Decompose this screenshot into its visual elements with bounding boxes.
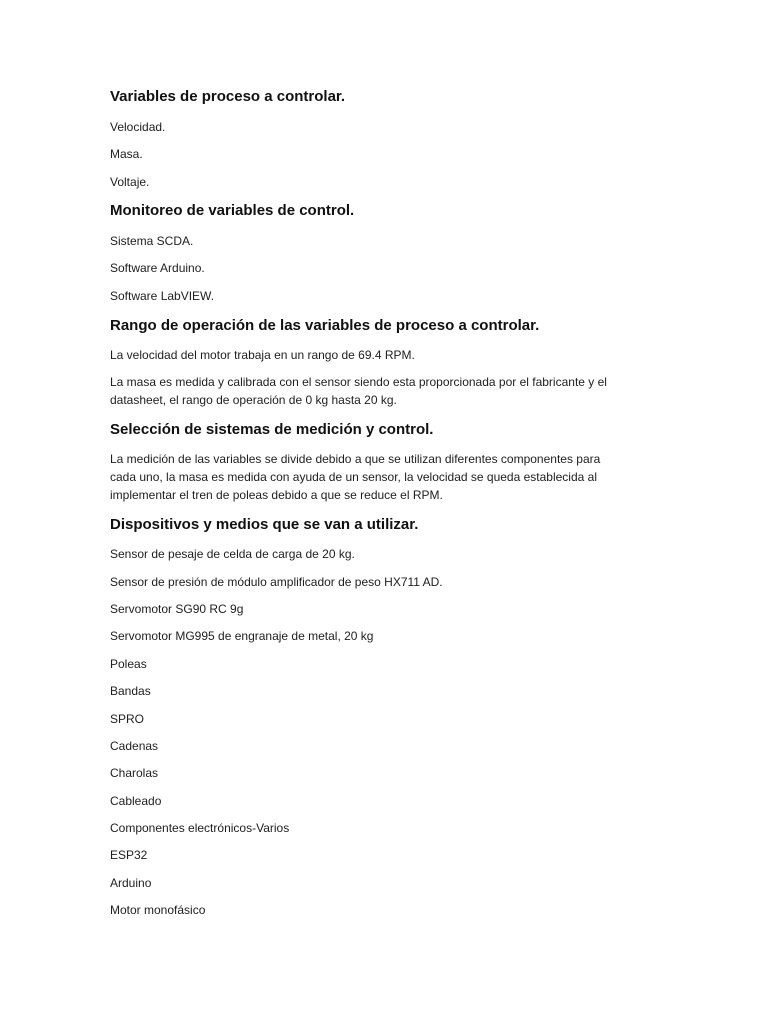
paragraph-masa	[110, 373, 650, 409]
list-item: ESP32	[110, 848, 148, 862]
list-item: Componentes electrónicos-Varios	[110, 821, 290, 835]
paragraph-line: implementar el tren de poleas debido a que se reduce el RPM.	[110, 488, 443, 502]
paragraph-line: datasheet, el rango de operación de 0 kg hasta 20 kg.	[110, 393, 397, 407]
list-item: SPRO	[110, 712, 145, 726]
paragraph-line: La medición de las variables se divide debido a que se utilizan diferentes componentes para	[110, 452, 601, 466]
paragraph-velocidad: La velocidad del motor trabaja en un rango de 69.4 RPM.	[110, 348, 415, 362]
list-item: Software Arduino.	[110, 261, 205, 275]
heading-variables-proceso: Variables de proceso a controlar.	[110, 88, 346, 105]
list-item: Sensor de pesaje de celda de carga de 20 kg.	[110, 547, 355, 561]
list-item: Voltaje.	[110, 175, 150, 189]
list-item: Motor monofásico	[110, 903, 206, 917]
heading-seleccion-sistemas: Selección de sistemas de medición y control.	[110, 421, 434, 438]
paragraph-medicion	[110, 450, 650, 504]
list-item: Sistema SCDA.	[110, 234, 194, 248]
list-item: Velocidad.	[110, 120, 166, 134]
paragraph-line: cada uno, la masa es medida con ayuda de un sensor, la velocidad se queda establecida al	[110, 470, 597, 484]
list-item: Cadenas	[110, 739, 159, 753]
list-item: Sensor de presión de módulo amplificador de peso HX711 AD.	[110, 575, 443, 589]
list-item: Cableado	[110, 794, 162, 808]
list-item: Bandas	[110, 684, 151, 698]
list-item: Software LabVIEW.	[110, 289, 215, 303]
heading-rango-operacion: Rango de operación de las variables de proceso a controlar.	[110, 317, 540, 334]
list-item: Servomotor MG995 de engranaje de metal, 20 kg	[110, 629, 374, 643]
list-item: Servomotor SG90 RC 9g	[110, 602, 244, 616]
list-item: Masa.	[110, 147, 143, 161]
heading-dispositivos: Dispositivos y medios que se van a utilizar.	[110, 516, 419, 533]
heading-monitoreo: Monitoreo de variables de control.	[110, 202, 355, 219]
list-item: Charolas	[110, 766, 159, 780]
list-item: Arduino	[110, 876, 152, 890]
paragraph-line: La masa es medida y calibrada con el sensor siendo esta proporcionada por el fabricante y el	[110, 375, 607, 389]
list-item: Poleas	[110, 657, 147, 671]
